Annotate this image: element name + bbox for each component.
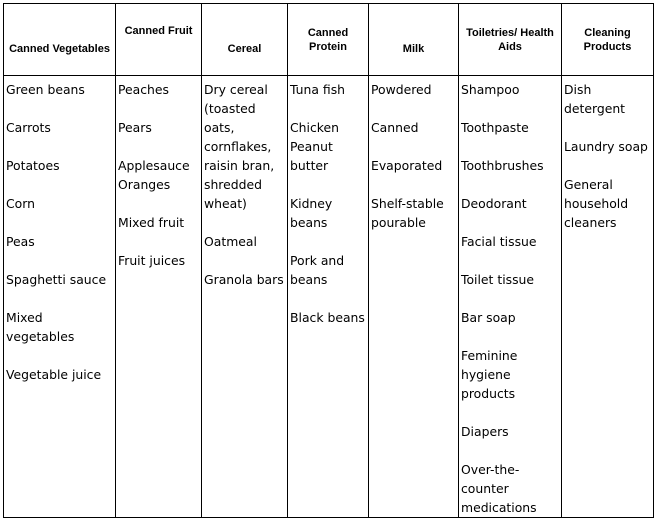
- column-cell-cereal: [202, 76, 288, 518]
- list-item: Toilet tissue: [461, 272, 535, 287]
- item-list-canned-vegetables: [6, 80, 114, 384]
- list-item: Fruit juices: [118, 253, 186, 268]
- list-item: Toothbrushes: [461, 158, 544, 173]
- list-item: Mixed fruit: [118, 215, 185, 230]
- list-item: Tuna fish: [290, 82, 346, 97]
- list-item: Applesauce: [118, 158, 190, 173]
- list-item: Over-the-counter medications: [461, 462, 537, 515]
- list-item: Shelf-stable pourable: [371, 196, 444, 230]
- list-item: Pork and beans: [290, 253, 345, 287]
- list-item: Chicken: [290, 120, 339, 135]
- column-cell-cleaning-products: [562, 76, 654, 518]
- column-header-canned-vegetables: Canned Vegetables: [4, 4, 116, 76]
- item-list-toiletries-health-aids: [461, 80, 560, 517]
- column-header-canned-fruit: Canned Fruit: [116, 4, 202, 76]
- list-item: Oatmeal: [204, 234, 257, 249]
- column-header-milk: Milk: [369, 4, 459, 76]
- column-cell-milk: [369, 76, 459, 518]
- list-item: Peaches: [118, 82, 169, 97]
- list-item: Peas: [6, 234, 35, 249]
- list-item: Vegetable juice: [6, 367, 102, 382]
- item-categories-table: [3, 3, 654, 518]
- list-item: Shampoo: [461, 82, 520, 97]
- list-item: General household cleaners: [564, 177, 629, 230]
- list-item: Dry cereal (toasted oats, cornflakes, raisin bran, shredded wheat): [204, 82, 275, 211]
- column-cell-canned-fruit: [116, 76, 202, 518]
- list-item: Oranges: [118, 177, 171, 192]
- list-item: Corn: [6, 196, 35, 211]
- list-item: Granola bars: [204, 272, 284, 287]
- list-item: Potatoes: [6, 158, 60, 173]
- list-item: Facial tissue: [461, 234, 537, 249]
- items-row: [4, 76, 654, 518]
- list-item: Dish detergent: [564, 82, 626, 116]
- item-list-canned-fruit: [118, 80, 200, 270]
- column-cell-canned-vegetables: [4, 76, 116, 518]
- list-item: Feminine hygiene products: [461, 348, 518, 401]
- list-item: Mixed vegetables: [6, 310, 75, 344]
- item-list-cereal: [204, 80, 286, 289]
- list-item: Deodorant: [461, 196, 527, 211]
- list-item: Kidney beans: [290, 196, 333, 230]
- list-item: Black beans: [290, 310, 365, 325]
- list-item: Peanut butter: [290, 139, 333, 173]
- list-item: Pears: [118, 120, 152, 135]
- column-header-canned-protein: Canned Protein: [288, 4, 369, 76]
- list-item: Toothpaste: [461, 120, 529, 135]
- column-header-cereal: Cereal: [202, 4, 288, 76]
- column-cell-toiletries-health-aids: [459, 76, 562, 518]
- list-item: Diapers: [461, 424, 509, 439]
- list-item: Green beans: [6, 82, 85, 97]
- list-item: Bar soap: [461, 310, 516, 325]
- item-list-milk: [371, 80, 457, 232]
- item-list-canned-protein: [290, 80, 367, 327]
- list-item: Powdered: [371, 82, 432, 97]
- list-item: Canned: [371, 120, 419, 135]
- list-item: Spaghetti sauce: [6, 272, 107, 287]
- item-list-cleaning-products: [564, 80, 652, 232]
- header-row: [4, 4, 654, 76]
- column-header-cleaning-products: Cleaning Products: [562, 4, 654, 76]
- list-item: Laundry soap: [564, 139, 648, 154]
- column-header-toiletries-health-aids: Toiletries/ Health Aids: [459, 4, 562, 76]
- column-cell-canned-protein: [288, 76, 369, 518]
- list-item: Carrots: [6, 120, 51, 135]
- list-item: Evaporated: [371, 158, 443, 173]
